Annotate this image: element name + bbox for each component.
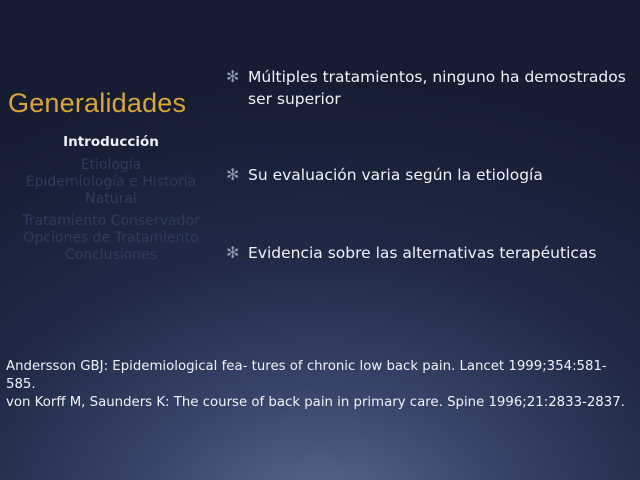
references (6, 358, 626, 412)
asterisk-bullet-icon: ✻ (226, 243, 240, 262)
bullet-text: Múltiples tratamientos, ninguno ha demostrados ser superior (248, 68, 626, 108)
nav-item-epidemiologia: Epidemiología e Historia Natural (25, 174, 197, 207)
bullet-text: Su evaluación varia según la etiología (248, 166, 543, 184)
nav-item-conclusiones: Conclusiones (64, 247, 158, 263)
nav-item-introduccion: Introducción (63, 134, 159, 150)
reference-item: von Korff M, Saunders K: The course of back pain in primary care. Spine 1996;21:2833-2837. (6, 395, 625, 410)
nav-item-opciones-tratamiento: Opciones de Tratamiento (23, 230, 199, 246)
bullet-item (226, 242, 636, 264)
asterisk-bullet-icon: ✻ (226, 165, 240, 184)
reference-item: Andersson GBJ: Epidemiological fea- tures of chronic low back pain. Lancet 1999;354:581-585. (6, 359, 607, 392)
section-nav (4, 134, 218, 264)
bullet-item (226, 66, 636, 110)
asterisk-bullet-icon: ✻ (226, 67, 240, 86)
nav-item-etiologia: Etiología (80, 157, 142, 173)
nav-item-tratamiento-conservador: Tratamiento Conservador (22, 213, 200, 229)
slide-title: Generalidades (8, 88, 187, 118)
bullet-text: Evidencia sobre las alternativas terapéuticas (248, 244, 597, 262)
bullet-item (226, 164, 636, 186)
